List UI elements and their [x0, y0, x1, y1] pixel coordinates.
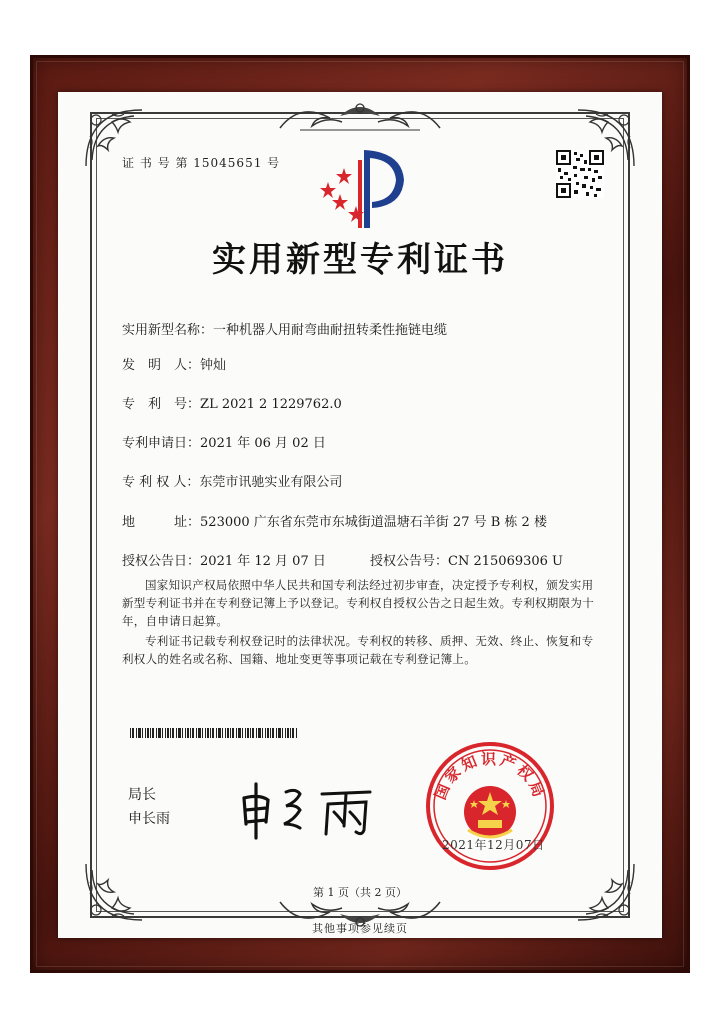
top-scroll-ornament-icon — [270, 98, 450, 134]
field-address: 地 址：523000 广东省东莞市东城街道温塘石羊街 27 号 B 栋 2 楼 — [122, 511, 547, 530]
field-label: 实用新型名称 — [122, 323, 201, 338]
seal-date: 2021年12月07日 — [442, 838, 545, 852]
field-value: ZL 2021 2 1229762.0 — [200, 397, 342, 412]
signatory-name: 申长雨 — [128, 811, 170, 827]
certificate-number: 证 书 号 第 15045651 号 — [122, 156, 281, 170]
field-value: 2021 年 12 月 07 日 — [200, 554, 326, 569]
field-patent-number: 专 利 号：ZL 2021 2 1229762.0 — [122, 393, 342, 412]
field-value: 东莞市讯驰实业有限公司 — [199, 475, 343, 490]
field-label: 授权公告号 — [370, 554, 436, 569]
field-application-date: 专利申请日：2021 年 06 月 02 日 — [122, 432, 326, 451]
field-value: 2021 年 06 月 02 日 — [200, 436, 326, 451]
field-utility-model-name: 实用新型名称：一种机器人用耐弯曲耐扭转柔性拖链电缆 — [122, 319, 447, 338]
continuation-note: 其他事项参见续页 — [312, 922, 408, 935]
body-paragraph-2: 专利证书记载专利权登记时的法律状况。专利权的转移、质押、无效、终止、恢复和专利权人的姓名或名称、国籍、地址变更等事项记载在专利登记簿上。 — [122, 634, 594, 666]
field-value: CN 215069306 U — [448, 554, 564, 569]
field-label: 地 址 — [122, 515, 188, 530]
cnipa-logo-icon — [314, 144, 414, 232]
certificate-title: 实用新型专利证书 — [212, 240, 508, 280]
barcode-icon — [130, 728, 300, 738]
field-grant-date: 授权公告日：2021 年 12 月 07 日 — [122, 550, 326, 569]
svg-text:国家知识产权局: 国家知识产权局 — [431, 750, 549, 803]
page-number: 第 1 页（共 2 页） — [313, 886, 407, 899]
field-label: 发 明 人 — [122, 358, 188, 373]
field-label: 专利申请日 — [122, 436, 188, 451]
field-label: 专 利 权 人 — [122, 475, 187, 490]
field-value: 一种机器人用耐弯曲耐扭转柔性拖链电缆 — [213, 323, 448, 338]
body-paragraph-1: 国家知识产权局依照中华人民共和国专利法经过初步审查，决定授予专利权，颁发实用新型专利证书并在专利登记簿上予以登记。专利权自授权公告之日起生效。专利权期限为十年，自申请日起算。 — [122, 578, 594, 628]
field-label: 专 利 号 — [122, 397, 188, 412]
field-grant-number: 授权公告号：CN 215069306 U — [370, 554, 564, 569]
qr-code-icon — [556, 150, 604, 198]
field-label: 授权公告日 — [122, 554, 188, 569]
certificate-paper — [58, 92, 662, 938]
field-patentee: 专 利 权 人：东莞市讯驰实业有限公司 — [122, 471, 342, 490]
field-inventor: 发 明 人：钟灿 — [122, 354, 226, 373]
field-value: 523000 广东省东莞市东城街道温塘石羊街 27 号 B 栋 2 楼 — [200, 515, 547, 530]
handwritten-signature-icon — [234, 774, 384, 844]
field-value: 钟灿 — [200, 358, 227, 373]
signatory-title: 局长 — [128, 787, 156, 803]
